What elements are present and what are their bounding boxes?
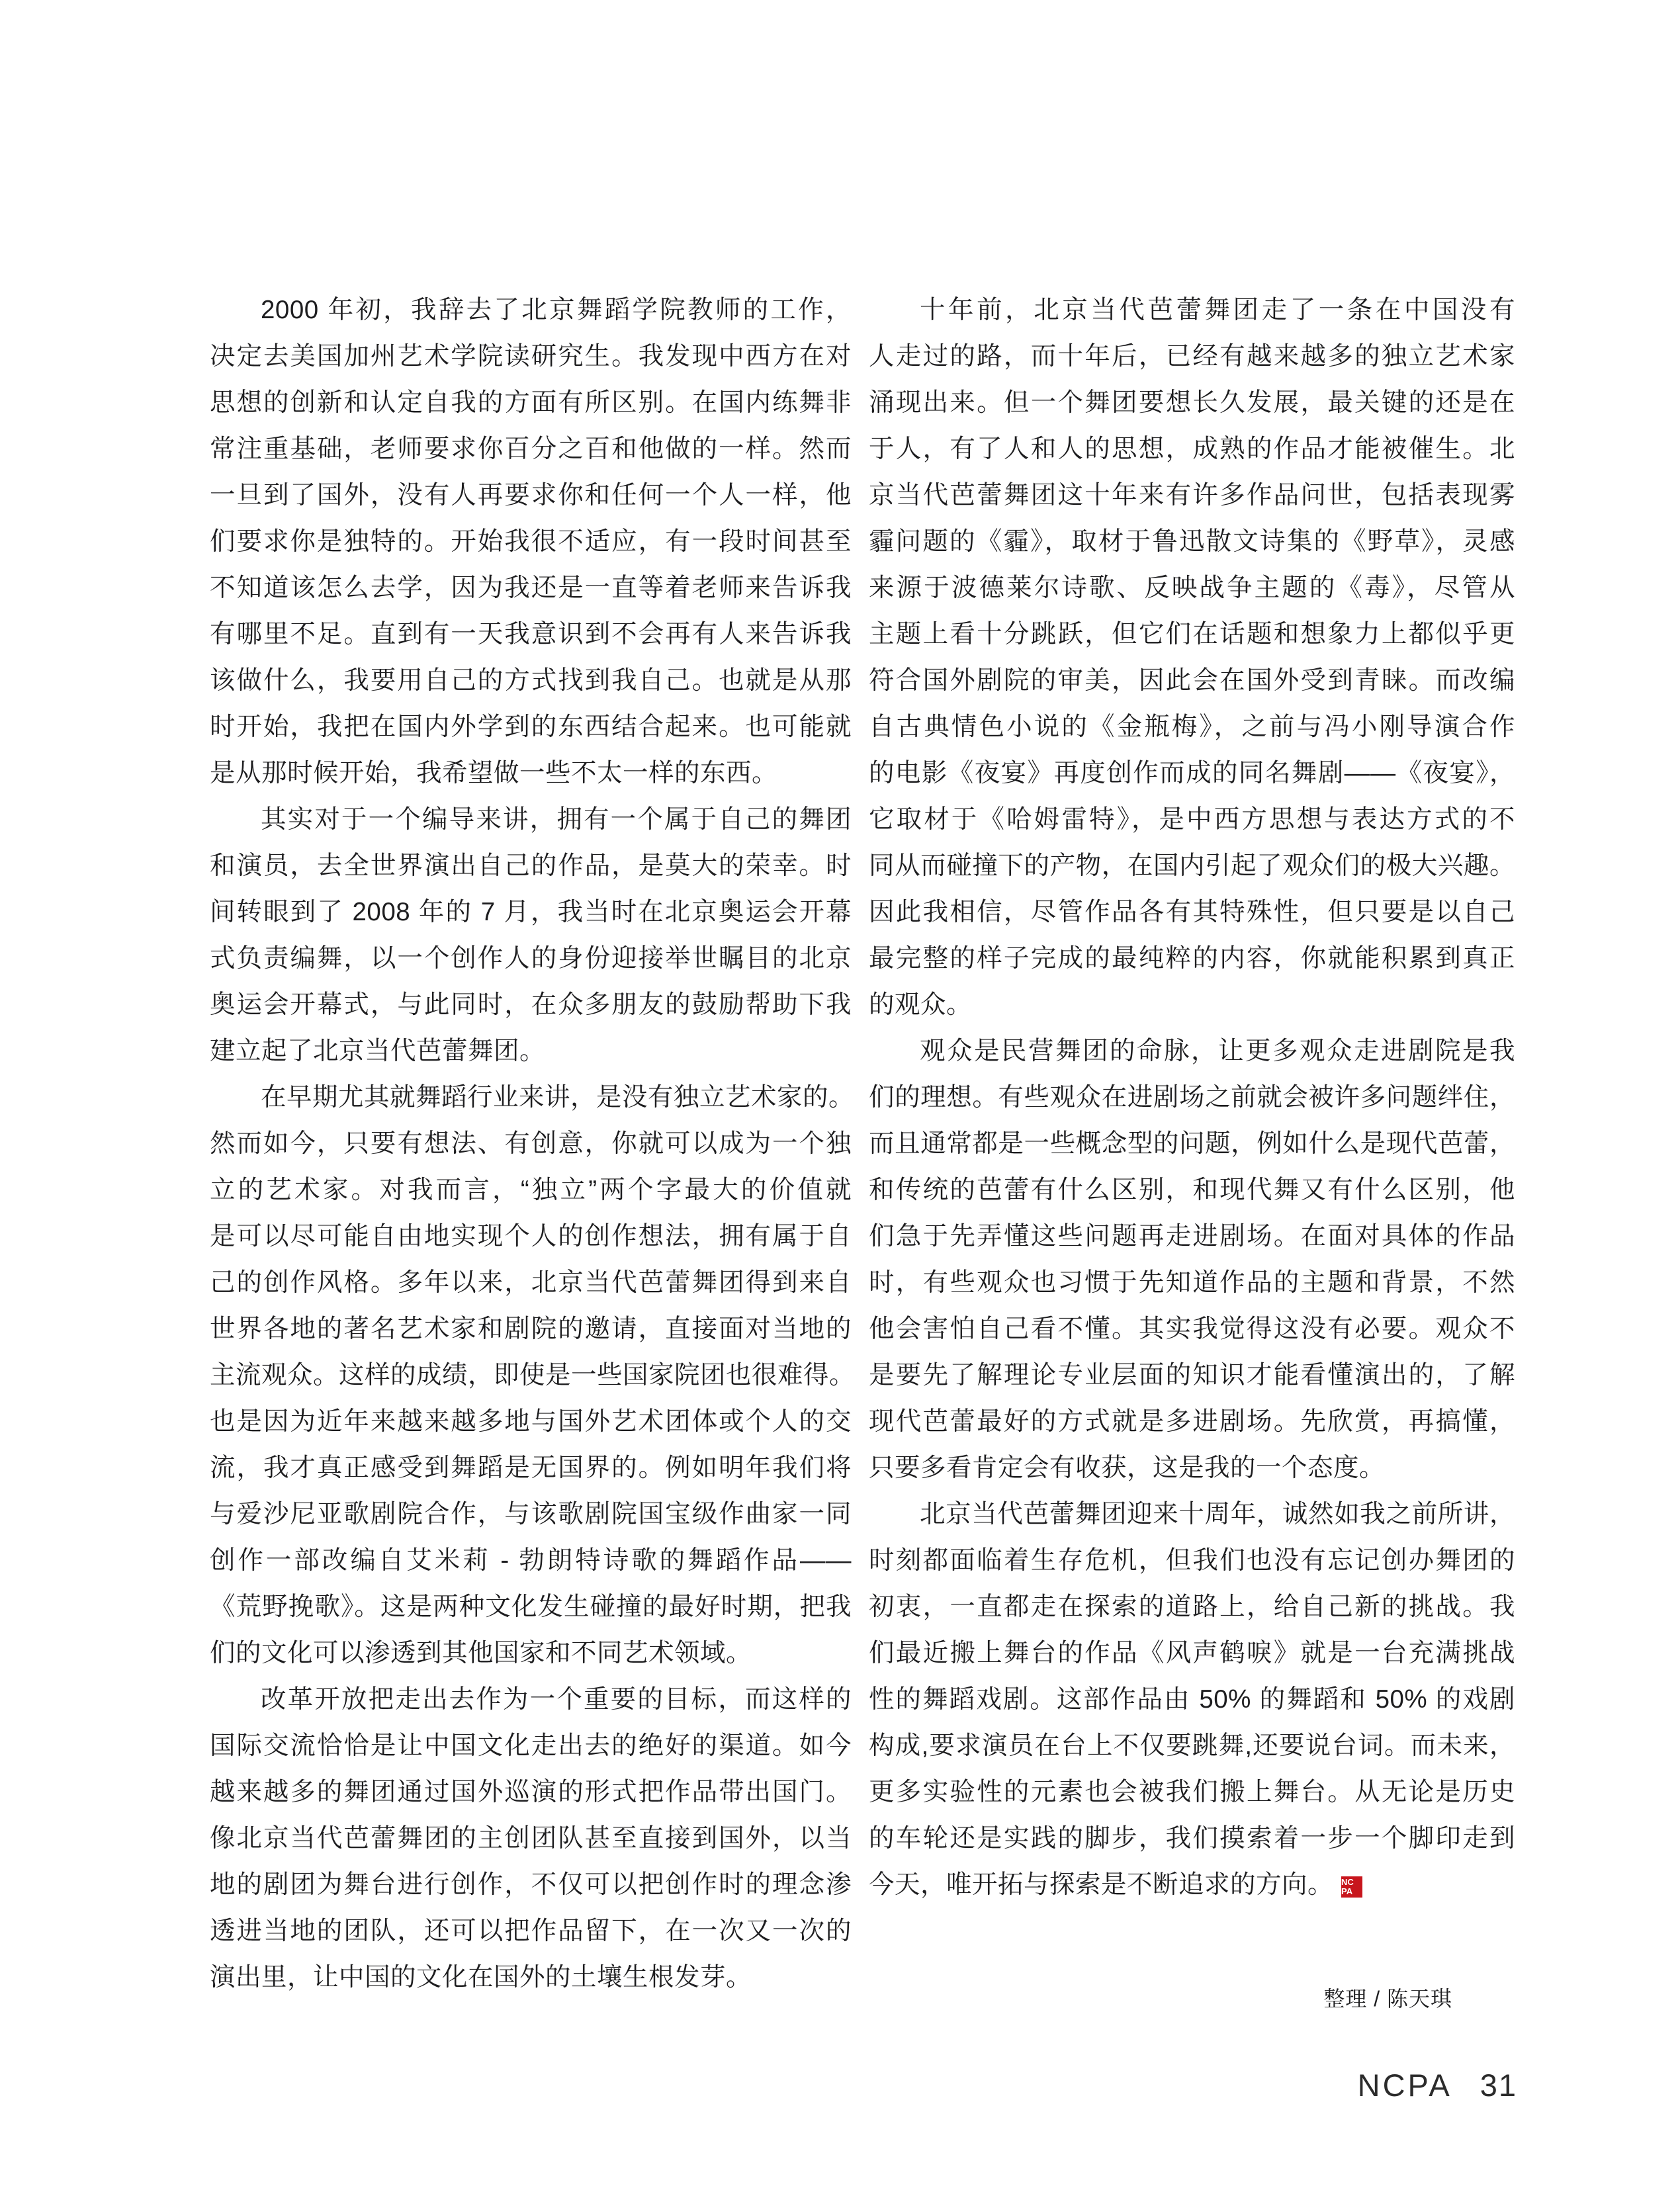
right-column — [869, 287, 1515, 1908]
text-line: 透进当地的团队，还可以把作品留下，在一次又一次的 — [210, 1917, 852, 1945]
text-line: 性的舞蹈戏剧。这部作品由 50% 的舞蹈和 50% 的戏剧 — [869, 1685, 1515, 1714]
folio-brand-label: NCPA — [1357, 2068, 1452, 2103]
text-line: 十年前，北京当代芭蕾舞团走了一条在中国没有 — [920, 296, 1515, 324]
paragraph — [869, 1491, 1515, 1908]
text-line: 而且通常都是一些概念型的问题，例如什么是现代芭蕾， — [869, 1129, 1515, 1158]
ncpa-seal-text-top: NC — [1341, 1877, 1354, 1887]
text-line: 世界各地的著名艺术家和剧院的邀请，直接面对当地的 — [210, 1315, 852, 1343]
text-line: 2000 年初，我辞去了北京舞蹈学院教师的工作， — [261, 296, 852, 324]
folio-page-number: 31 — [1480, 2068, 1517, 2103]
text-line: 们要求你是独特的。开始我很不适应，有一段时间甚至 — [210, 527, 852, 556]
text-line: 时，有些观众也习惯于先知道作品的主题和背景，不然 — [869, 1268, 1515, 1297]
text-line: 们的文化可以渗透到其他国家和不同艺术领域。 — [210, 1639, 752, 1667]
text-line: 是要先了解理论专业层面的知识才能看懂演出的，了解 — [869, 1361, 1515, 1389]
text-line: 改革开放把走出去作为一个重要的目标，而这样的 — [261, 1685, 852, 1714]
text-line: 因此我相信，尽管作品各有其特殊性，但只要是以自己 — [869, 898, 1515, 926]
text-line: 常注重基础，老师要求你百分之百和他做的一样。然而 — [210, 435, 852, 463]
text-line: 的车轮还是实践的脚步，我们摸索着一步一个脚印走到 — [869, 1824, 1515, 1853]
text-line: 演出里，让中国的文化在国外的土壤生根发芽。 — [210, 1963, 752, 1991]
text-line: 的观众。 — [869, 990, 973, 1019]
text-line: 于人，有了人和人的思想，成熟的作品才能被催生。北 — [869, 435, 1515, 463]
text-line: 和传统的芭蕾有什么区别，和现代舞又有什么区别，他 — [869, 1176, 1515, 1204]
text-line: 北京当代芭蕾舞团迎来十周年，诚然如我之前所讲， — [920, 1500, 1515, 1528]
text-line: 决定去美国加州艺术学院读研究生。我发现中西方在对 — [210, 342, 852, 371]
text-line: 地的剧团为舞台进行创作，不仅可以把创作时的理念渗 — [210, 1870, 852, 1899]
text-line: 更多实验性的元素也会被我们搬上舞台。从无论是历史 — [869, 1778, 1515, 1806]
text-line: 符合国外剧院的审美，因此会在国外受到青睐。而改编 — [869, 666, 1515, 695]
ncpa-seal-text-bottom: PA — [1341, 1886, 1353, 1896]
text-line: 奥运会开幕式，与此同时，在众多朋友的鼓励帮助下我 — [210, 990, 852, 1019]
text-line: 主题上看十分跳跃，但它们在话题和想象力上都似乎更 — [869, 620, 1515, 648]
text-line: 们的理想。有些观众在进剧场之前就会被许多问题绊住， — [869, 1083, 1515, 1112]
text-line: 式负责编舞，以一个创作人的身份迎接举世瞩目的北京 — [210, 944, 852, 973]
text-line: 初衷，一直都走在探索的道路上，给自己新的挑战。我 — [869, 1593, 1515, 1621]
text-line: 立的艺术家。对我而言，“独立”两个字最大的价值就 — [210, 1176, 852, 1204]
text-line: 越来越多的舞团通过国外巡演的形式把作品带出国门。 — [210, 1778, 852, 1806]
text-line: 创作一部改编自艾米莉 - 勃朗特诗歌的舞蹈作品—— — [210, 1546, 852, 1575]
text-line: 流，我才真正感受到舞蹈是无国界的。例如明年我们将 — [210, 1454, 852, 1482]
text-line: 霾问题的《霾》，取材于鲁迅散文诗集的《野草》，灵感 — [869, 527, 1515, 556]
text-line: 来源于波德莱尔诗歌、反映战争主题的《毒》，尽管从 — [869, 574, 1515, 602]
paragraph — [869, 287, 1515, 1028]
text-line: 和演员，去全世界演出自己的作品，是莫大的荣幸。时 — [210, 852, 852, 880]
text-line: 涌现出来。但一个舞团要想长久发展，最关键的还是在 — [869, 388, 1515, 417]
text-line: 是从那时候开始，我希望做一些不太一样的东西。 — [210, 759, 778, 787]
text-line: 与爱沙尼亚歌剧院合作，与该歌剧院国宝级作曲家一同 — [210, 1500, 852, 1528]
text-line: 一旦到了国外，没有人再要求你和任何一个人一样，他 — [210, 481, 852, 509]
text-line: 自古典情色小说的《金瓶梅》，之前与冯小刚导演合作 — [869, 713, 1515, 741]
text-line: 们最近搬上舞台的作品《风声鹤唳》就是一台充满挑战 — [869, 1639, 1515, 1667]
paragraph — [210, 1074, 856, 1677]
text-line: 主流观众。这样的成绩，即使是一些国家院团也很难得。 — [210, 1361, 856, 1389]
paragraph — [210, 797, 852, 1074]
text-line: 京当代芭蕾舞团这十年来有许多作品问世，包括表现雾 — [869, 481, 1515, 509]
text-line: 时开始，我把在国内外学到的东西结合起来。也可能就 — [210, 713, 852, 741]
text-line: 构成,要求演员在台上不仅要跳舞,还要说台词。而未来， — [869, 1731, 1515, 1760]
text-line: 现代芭蕾最好的方式就是多进剧场。先欣赏，再搞懂， — [869, 1407, 1515, 1436]
text-line: 该做什么，我要用自己的方式找到我自己。也就是从那 — [210, 666, 852, 695]
text-line: 的电影《夜宴》再度创作而成的同名舞剧——《夜宴》， — [869, 759, 1515, 787]
text-line: 然而如今，只要有想法、有创意，你就可以成为一个独 — [210, 1129, 852, 1158]
text-line: 他会害怕自己看不懂。其实我觉得这没有必要。观众不 — [869, 1315, 1515, 1343]
text-line: 们急于先弄懂这些问题再走进剧场。在面对具体的作品 — [869, 1222, 1515, 1250]
text-line: 观众是民营舞团的命脉，让更多观众走进剧院是我 — [920, 1037, 1515, 1065]
text-line: 其实对于一个编导来讲，拥有一个属于自己的舞团 — [261, 805, 852, 834]
text-line: 国际交流恰恰是让中国文化走出去的绝好的渠道。如今 — [210, 1731, 852, 1760]
text-line: 己的创作风格。多年以来，北京当代芭蕾舞团得到来自 — [210, 1268, 852, 1297]
text-line: 间转眼到了 2008 年的 7 月，我当时在北京奥运会开幕 — [210, 898, 852, 926]
text-line: 建立起了北京当代芭蕾舞团。 — [210, 1037, 546, 1065]
text-line: 它取材于《哈姆雷特》，是中西方思想与表达方式的不 — [869, 805, 1515, 834]
text-line: 像北京当代芭蕾舞团的主创团队甚至直接到国外，以当 — [210, 1824, 852, 1853]
text-line: 不知道该怎么去学，因为我还是一直等着老师来告诉我 — [210, 574, 852, 602]
text-line: 也是因为近年来越来越多地与国外艺术团体或个人的交 — [210, 1407, 852, 1436]
text-line: 是可以尽可能自由地实现个人的创作想法，拥有属于自 — [210, 1222, 852, 1250]
text-line: 人走过的路，而十年后，已经有越来越多的独立艺术家 — [869, 342, 1515, 371]
left-column — [210, 287, 856, 2001]
text-line: 同从而碰撞下的产物，在国内引起了观众们的极大兴趣。 — [869, 852, 1515, 880]
paragraph — [210, 1677, 852, 2001]
ncpa-seal-icon — [1341, 1876, 1362, 1898]
paragraph — [869, 1028, 1515, 1491]
text-line: 《荒野挽歌》。这是两种文化发生碰撞的最好时期，把我 — [210, 1593, 852, 1621]
text-line: 在早期尤其就舞蹈行业来讲，是没有独立艺术家的。 — [261, 1083, 855, 1112]
text-line: 今天，唯开拓与探索是不断追求的方向。 NC PA — [869, 1862, 1515, 1908]
text-line: 有哪里不足。直到有一天我意识到不会再有人来告诉我 — [210, 620, 852, 648]
editor-credit: 整理 / 陈天琪 — [1323, 1987, 1452, 2011]
text-line: 思想的创新和认定自我的方面有所区别。在国内练舞非 — [210, 388, 852, 417]
page-folio — [1358, 2067, 1517, 2103]
text-line: 最完整的样子完成的最纯粹的内容，你就能积累到真正 — [869, 944, 1515, 973]
paragraph — [210, 287, 852, 797]
text-line: 时刻都面临着生存危机，但我们也没有忘记创办舞团的 — [869, 1546, 1515, 1575]
text-line: 只要多看肯定会有收获，这是我的一个态度。 — [869, 1454, 1386, 1482]
